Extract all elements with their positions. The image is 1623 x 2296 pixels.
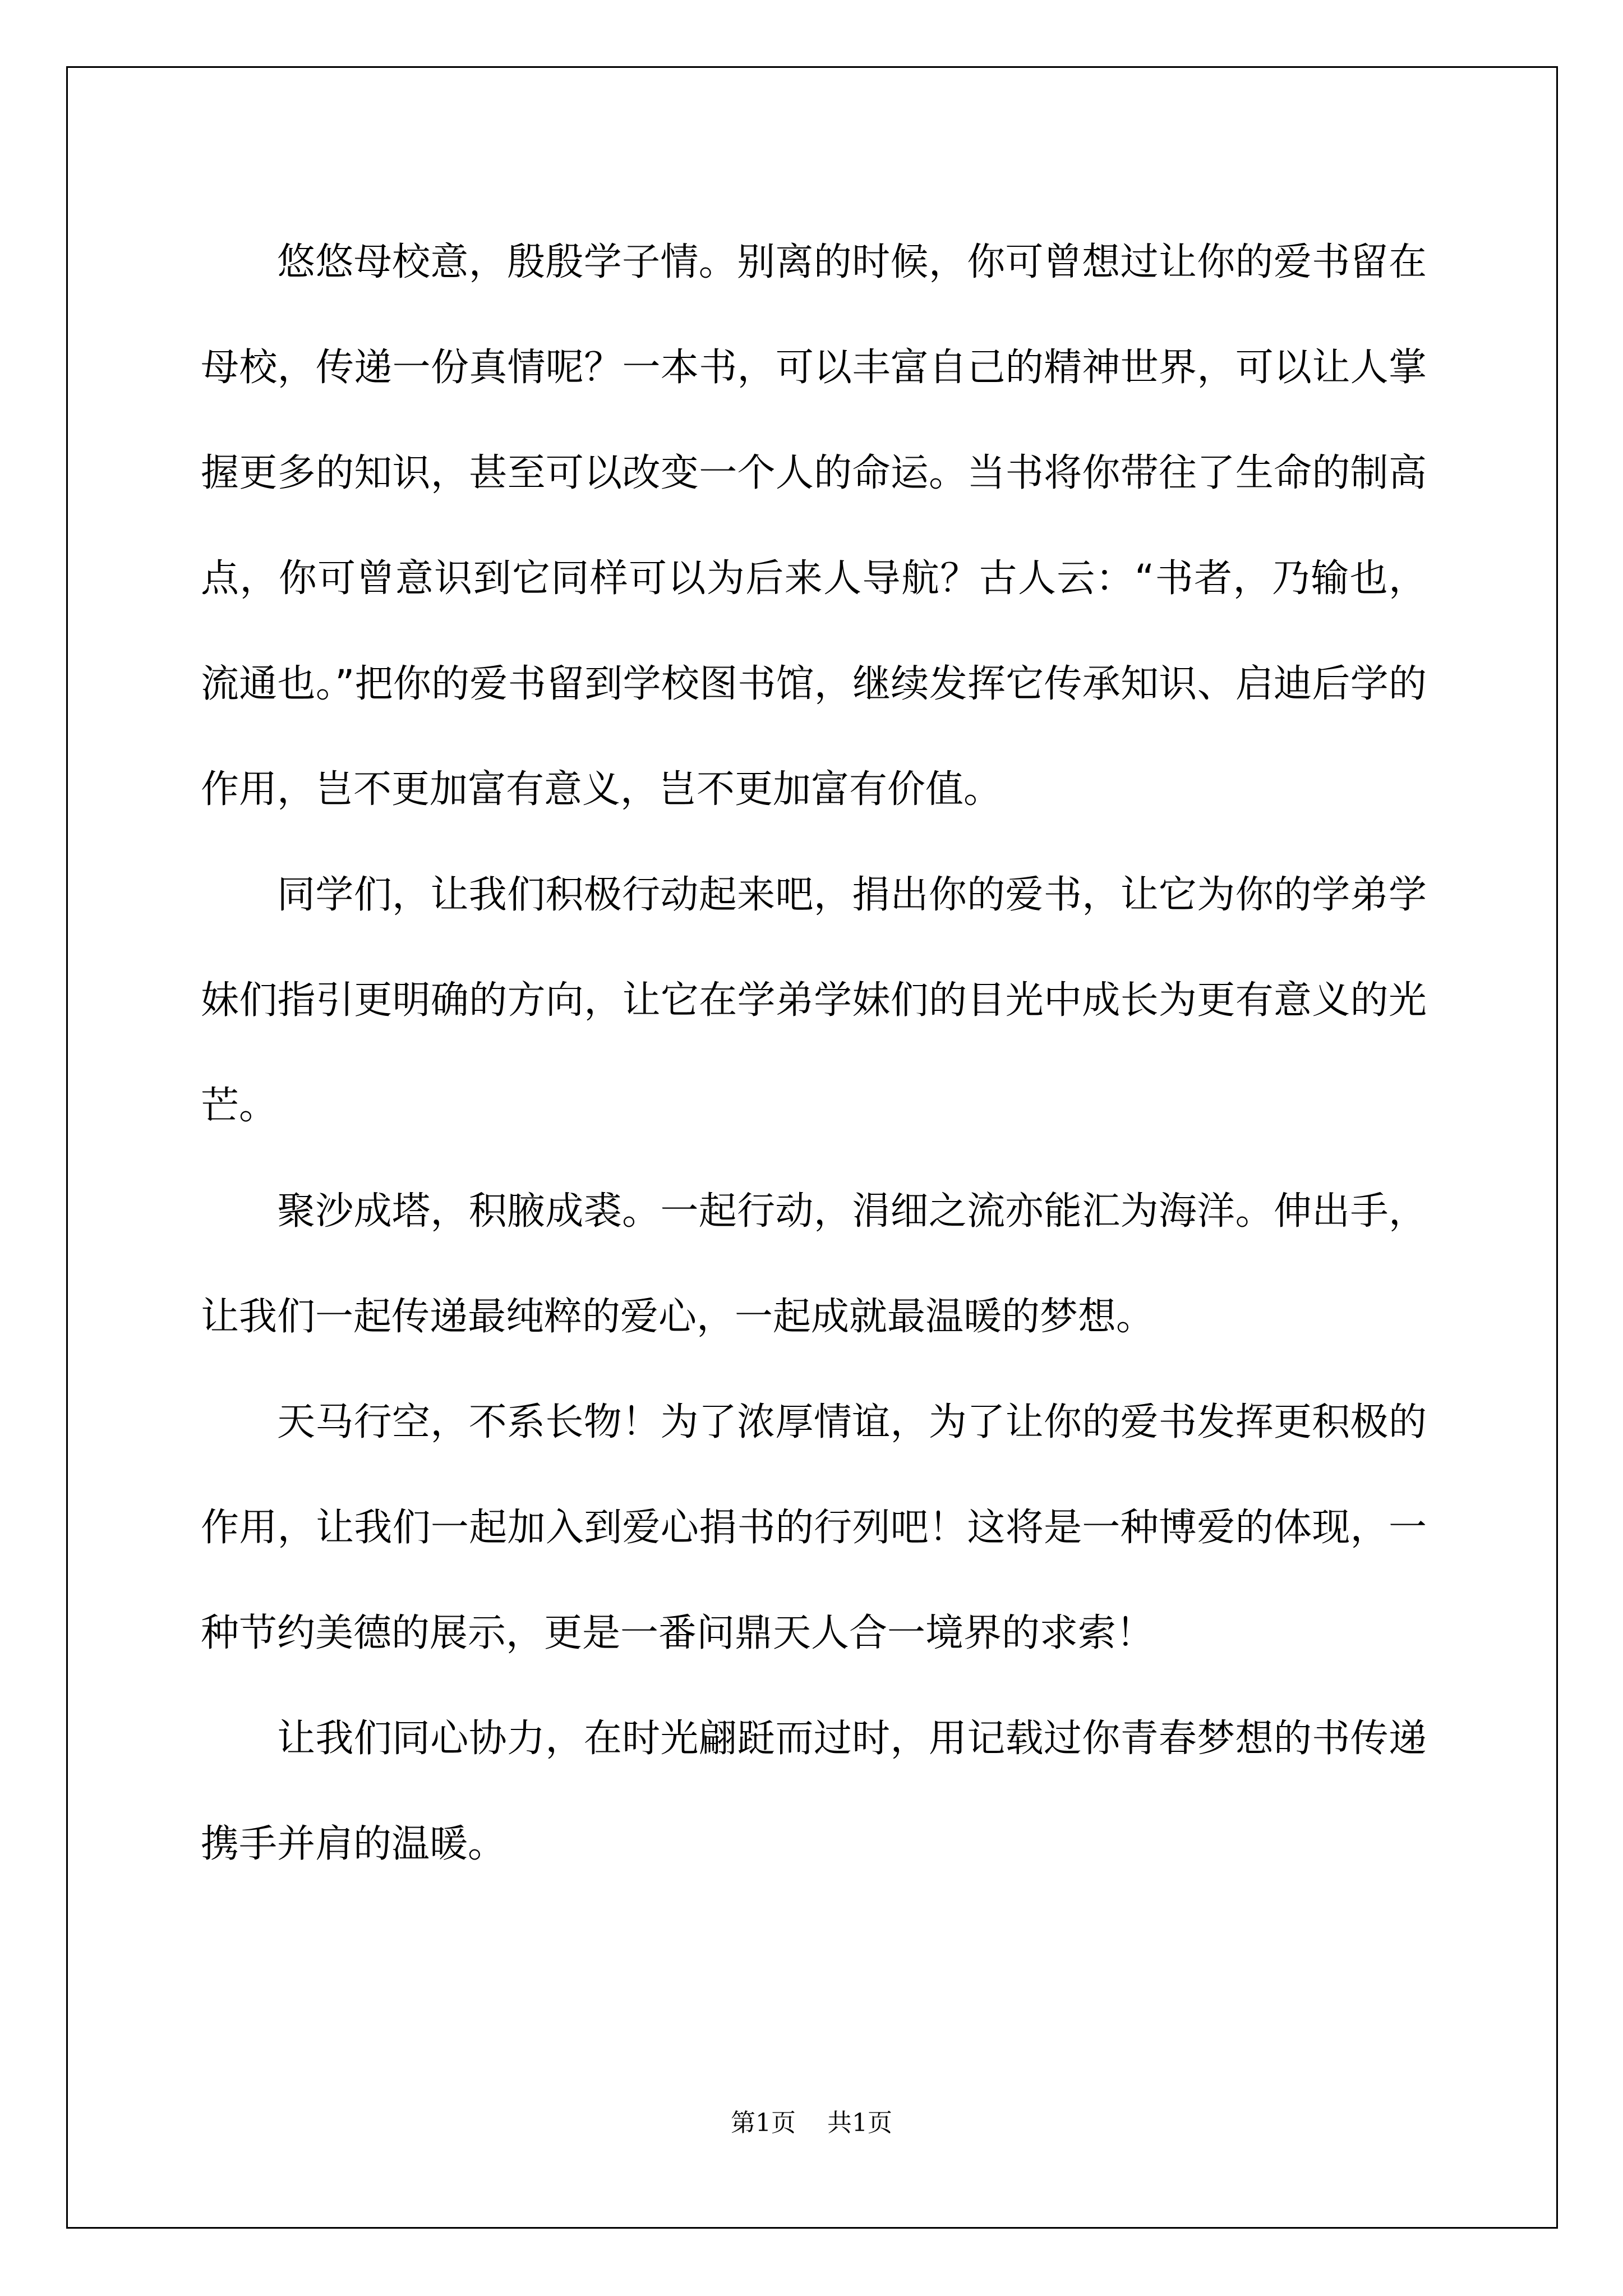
- paragraph-4: 天马行空，不系长物！为了浓厚情谊，为了让你的爱书发挥更积极的作用，让我们一起加入到爱心捐书的行列吧！这将是一种博爱的体现，一种节约美德的展示，更是一番问鼎天人合一境界的求索！: [201, 1400, 1427, 1655]
- page-total: 共1页: [827, 2109, 892, 2137]
- paragraph-1: 悠悠母校意，殷殷学子情。别离的时候，你可曾想过让你的爱书留在母校，传递一份真情呢？一本书，可以丰富自己的精神世界，可以让人掌握更多的知识，甚至可以改变一个人的命运。当书将你带往了生命的制高点，你可曾意识到它同样可以为后来人导航？古人云：“书者，乃输也，流通也。”把你的爱书留到学校图书馆，继续发挥它传承知识、启迪后学的作用，岂不更加富有意义，岂不更加富有价值。: [201, 240, 1427, 812]
- page-footer: [0, 2102, 1623, 2138]
- paragraph-2: 同学们，让我们积极行动起来吧，捐出你的爱书，让它为你的学弟学妹们指引更明确的方向，让它在学弟学妹们的目光中成长为更有意义的光芒。: [201, 873, 1427, 1128]
- page-number: 第1页: [731, 2109, 796, 2137]
- document-body: [201, 210, 1427, 1897]
- paragraph-3: 聚沙成塔，积腋成裘。一起行动，涓细之流亦能汇为海洋。伸出手，让我们一起传递最纯粹的爱心，一起成就最温暖的梦想。: [201, 1189, 1427, 1339]
- paragraph-5: 让我们同心协力，在时光翩跹而过时，用记载过你青春梦想的书传递携手并肩的温暖。: [201, 1717, 1427, 1866]
